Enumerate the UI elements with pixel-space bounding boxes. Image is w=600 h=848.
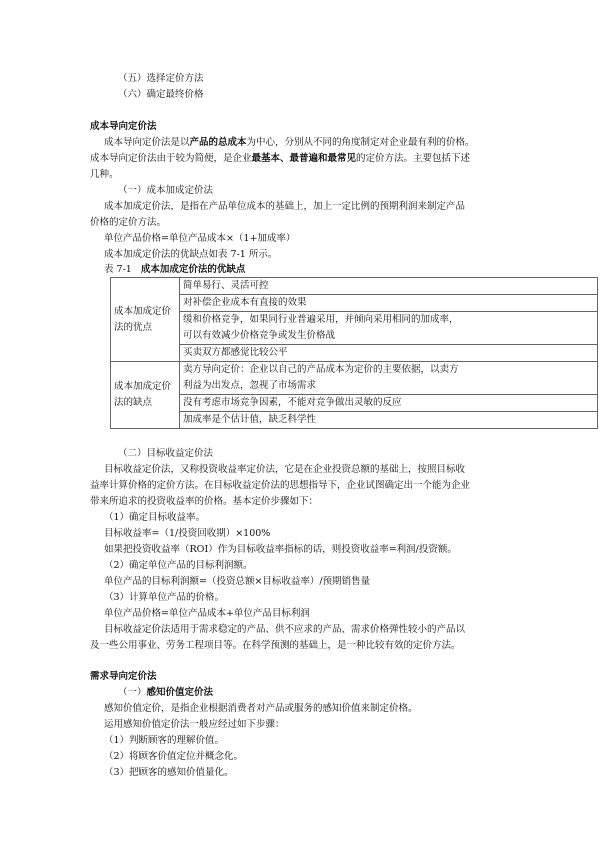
target-paragraph-line: 益率计算价格的定价方法。在目标收益定价法的思想指导下，企业试图确定出一个能为企业	[90, 480, 471, 491]
table-cell: 可以有效减少价格竞争或发生价格战	[180, 328, 598, 345]
table-cell: 缓和价格竞争，如果同行业普遍采用，并倾向采用相同的加成率，	[180, 312, 598, 329]
emphasis-run: 产品的总成本	[189, 137, 247, 148]
table-cell: 买卖双方都感觉比较公平	[180, 345, 598, 362]
emphasis-run: 最基本、最普遍和最常见	[251, 153, 357, 164]
target-formula-1: 目标收益率=（1/投资回收期）×100%	[104, 528, 271, 539]
table-cell: 对补偿企业成本有直接的效果	[180, 295, 598, 312]
target-formula-2: 如果把投资收益率（ROI）作为目标收益率指标的话，则投资收益率=利润/投资额。	[104, 544, 457, 555]
target-paragraph-line: 及一些公用事业、劳务工程项目等。在科学预测的基础上，是一种比较有效的定价方法。	[90, 640, 461, 651]
table-cell: 卖方导向定价：企业以自己的产品成本为定价的主要依据，以卖方	[180, 362, 598, 379]
table-cell: 加成率是个估计值，缺乏科学性	[180, 412, 598, 429]
target-paragraph-line: 目标收益定价法适用于需求稳定的产品、供不应求的产品、需求价格弹性较小的产品以	[104, 624, 466, 635]
text-run: 为中心，分别从不同的角度制定对企业最有利的价格。	[246, 137, 475, 148]
target-step-1: （1）确定目标收益率。	[104, 512, 206, 523]
cons-label-cell	[111, 362, 180, 429]
cost-paragraph-2	[90, 151, 470, 167]
demand-step-1: （1）判断顾客的理解价值。	[104, 735, 225, 746]
cost-paragraph-2-cont: 几种。	[90, 169, 119, 180]
subtitle-prefix: （一）	[118, 687, 147, 698]
pros-label-line: 成本加成定价	[114, 305, 172, 317]
text-run: 成本导向定价法由于较为简便，是企业	[90, 153, 252, 164]
demand-oriented-heading: 需求导向定价法	[90, 671, 157, 682]
cost-plus-formula: 单位产品价格=单位产品成本×（1+加成率）	[104, 233, 296, 244]
cost-plus-subtitle: （一）成本加成定价法	[118, 185, 214, 196]
pros-label-cell	[111, 278, 180, 362]
pros-cons-table	[110, 277, 598, 429]
target-formula-3: 单位产品的目标利润额=（投资总额×目标收益率）/预期销售量	[104, 576, 371, 587]
target-step-2: （2）确定单位产品的目标利润额。	[104, 560, 253, 571]
target-formula-4: 单位产品价格=单位产品成本+单位产品目标利润	[104, 608, 310, 619]
subtitle-text: 感知价值定价法	[146, 687, 214, 698]
target-return-subtitle: （二）目标收益定价法	[118, 448, 214, 459]
table-cell: 利益为出发点，忽视了市场需求	[180, 378, 598, 395]
demand-step-3: （3）把顾客的感知价值量化。	[104, 767, 234, 778]
cost-paragraph-1	[104, 135, 475, 151]
target-step-3: （3）计算单位产品的价格。	[104, 592, 225, 603]
table-caption	[104, 262, 245, 278]
cost-plus-definition: 成本加成定价法，是指在产品单位成本的基础上，加上一定比例的预期利润来制定产品	[104, 201, 466, 212]
table-number: 表 7-1	[104, 264, 132, 275]
table-cell: 没有考虑市场竞争因素，不能对竞争做出灵敏的反应	[180, 395, 598, 412]
perceived-value-subtitle	[118, 685, 213, 701]
text-run: 成本导向定价法是以	[104, 137, 190, 148]
step-6-line: （六）确定最终价格	[118, 89, 204, 100]
pros-label-line: 法的优点	[114, 321, 153, 333]
table-cell: 简单易行、灵活可控	[180, 278, 598, 295]
text-run: 的定价方法。主要包括下述	[356, 153, 471, 164]
target-paragraph-line: 目标收益定价法，又称投资收益率定价法，它是在企业投资总额的基础上，按照目标收	[104, 464, 466, 475]
cons-label-line: 成本加成定价	[114, 381, 172, 392]
target-paragraph-line: 带来所追求的投资收益率的价格。基本定价步骤如下：	[90, 496, 319, 507]
cost-plus-definition-cont: 价格的定价方法。	[90, 217, 167, 228]
table-title: 成本加成定价法的优缺点	[140, 264, 246, 275]
demand-paragraph-2: 运用感知价值定价法一般应经过如下步骤：	[104, 719, 285, 730]
table-intro: 成本加成定价法的优缺点如表 7-1 所示。	[104, 249, 278, 260]
demand-paragraph-1: 感知价值定价，是指企业根据消费者对产品或服务的感知价值来制定价格。	[104, 703, 418, 714]
cons-label-line: 法的缺点	[114, 397, 153, 408]
demand-step-2: （2）将顾客价值定位并概念化。	[104, 751, 244, 762]
cost-oriented-heading: 成本导向定价法	[90, 121, 157, 132]
step-5-line: （五）选择定价方法	[118, 73, 204, 84]
